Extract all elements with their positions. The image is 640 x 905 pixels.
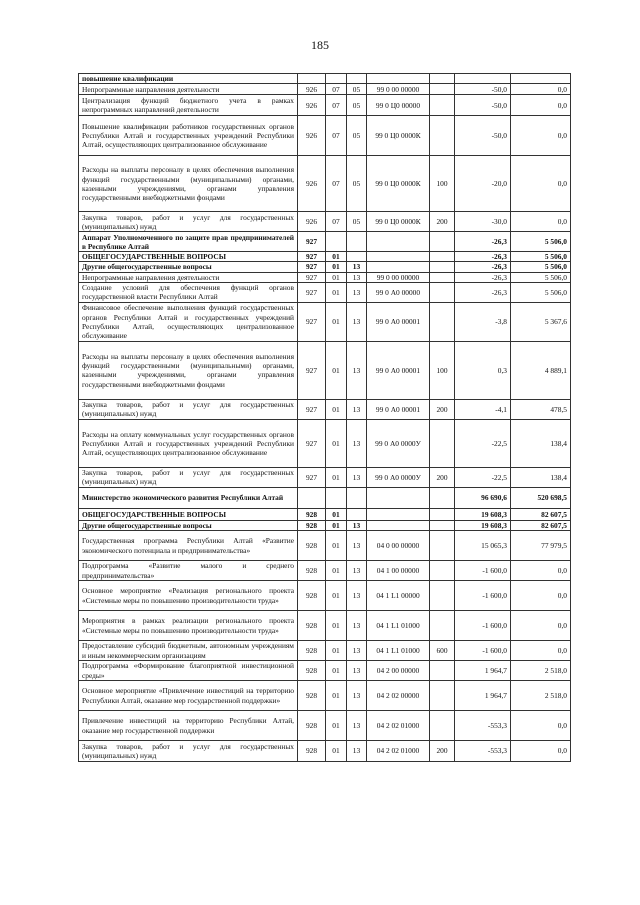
target-article-code: 99 0 А0 00001 [367,399,430,419]
expense-type-code [430,581,455,611]
row-name: Повышение квалификации работников государственных органов Республики Алтай и государственных учреждений Республики Алтай, осуществляющих централизованное обслуживание [79,116,298,156]
admin-code: 927 [298,399,326,419]
expense-type-code [430,302,455,341]
admin-code: 927 [298,232,326,252]
table-row [79,399,571,419]
expense-type-code [430,681,455,711]
expense-type-code: 100 [430,341,455,399]
total-amount: 520 698,5 [511,487,571,508]
section-code [326,232,347,252]
subsection-code: 05 [347,212,367,232]
expense-type-code [430,661,455,681]
admin-code: 928 [298,520,326,530]
target-article-code: 99 0 Ц0 0000К [367,156,430,212]
table-row [79,611,571,641]
section-code: 01 [326,508,347,520]
expense-type-code: 200 [430,212,455,232]
total-amount: 5 506,0 [511,252,571,262]
total-amount: 138,4 [511,467,571,487]
expense-type-code [430,531,455,561]
subsection-code: 13 [347,399,367,419]
table-row [79,116,571,156]
section-code: 01 [326,561,347,581]
subsection-code: 13 [347,520,367,530]
admin-code: 927 [298,272,326,282]
section-code: 01 [326,741,347,762]
total-amount: 2 518,0 [511,661,571,681]
table-row [79,341,571,399]
expense-type-code [430,84,455,95]
table-row [79,581,571,611]
row-name: Создание условий для обеспечения функций органов государственной власти Республики Алтай [79,282,298,302]
subsection-code [347,252,367,262]
admin-code [298,74,326,84]
change-amount: 19 608,3 [455,508,511,520]
admin-code: 927 [298,262,326,272]
target-article-code: 04 2 02 01000 [367,711,430,741]
row-name: Закупка товаров, работ и услуг для государственных (муниципальных) нужд [79,467,298,487]
subsection-code: 13 [347,681,367,711]
row-name: Основное мероприятие «Реализация регионального проекта «Системные меры по повышению производительности труда» [79,581,298,611]
change-amount: -30,0 [455,212,511,232]
change-amount: -26,3 [455,282,511,302]
row-name: Привлечение инвестиций на территорию Республики Алтай, оказание мер государственной поддержки [79,711,298,741]
subsection-code: 13 [347,611,367,641]
target-article-code [367,520,430,530]
admin-code: 926 [298,84,326,95]
section-code: 07 [326,84,347,95]
section-code: 01 [326,282,347,302]
change-amount: -1 600,0 [455,611,511,641]
admin-code: 928 [298,581,326,611]
expense-type-code [430,561,455,581]
section-code: 07 [326,212,347,232]
expense-type-code [430,232,455,252]
section-code: 01 [326,641,347,661]
change-amount: -26,3 [455,272,511,282]
total-amount: 77 979,5 [511,531,571,561]
subsection-code: 13 [347,341,367,399]
target-article-code: 04 1 L1 01000 [367,641,430,661]
table-row [79,561,571,581]
change-amount: 96 690,6 [455,487,511,508]
admin-code: 927 [298,282,326,302]
table-row [79,212,571,232]
admin-code: 928 [298,561,326,581]
row-name: ОБЩЕГОСУДАРСТВЕННЫЕ ВОПРОСЫ [79,252,298,262]
change-amount: -4,1 [455,399,511,419]
admin-code: 928 [298,611,326,641]
target-article-code [367,487,430,508]
row-name: Министерство экономического развития Республики Алтай [79,487,298,508]
section-code: 01 [326,302,347,341]
change-amount: -26,3 [455,252,511,262]
table-row [79,467,571,487]
row-name: Предоставление субсидий бюджетным, автономным учреждениям и иным некоммерческим организациям [79,641,298,661]
change-amount: -26,3 [455,232,511,252]
change-amount: 0,3 [455,341,511,399]
admin-code: 928 [298,681,326,711]
expense-type-code [430,487,455,508]
subsection-code [347,508,367,520]
change-amount: -3,8 [455,302,511,341]
admin-code: 927 [298,252,326,262]
admin-code: 927 [298,302,326,341]
expense-type-code [430,272,455,282]
subsection-code: 13 [347,531,367,561]
change-amount: -20,0 [455,156,511,212]
target-article-code: 04 0 00 00000 [367,531,430,561]
subsection-code [347,232,367,252]
table-row [79,661,571,681]
row-name: ОБЩЕГОСУДАРСТВЕННЫЕ ВОПРОСЫ [79,508,298,520]
table-row [79,156,571,212]
target-article-code: 04 1 00 00000 [367,561,430,581]
row-name: Расходы на выплаты персоналу в целях обеспечения выполнения функций государственными (муниципальными) органами, казенными учреждениями, органами управления государственными внебюджетными фондами [79,341,298,399]
admin-code: 926 [298,156,326,212]
target-article-code [367,252,430,262]
total-amount: 138,4 [511,419,571,467]
change-amount: -26,3 [455,262,511,272]
expense-type-code: 200 [430,467,455,487]
row-name: Другие общегосударственные вопросы [79,262,298,272]
target-article-code: 04 2 02 00000 [367,681,430,711]
admin-code: 926 [298,95,326,116]
table-row [79,232,571,252]
target-article-code: 99 0 А0 00001 [367,341,430,399]
subsection-code: 13 [347,467,367,487]
admin-code: 927 [298,341,326,399]
expense-type-code: 100 [430,156,455,212]
table-row [79,262,571,272]
subsection-code: 13 [347,272,367,282]
expense-type-code: 200 [430,399,455,419]
expense-type-code [430,74,455,84]
subsection-code: 13 [347,561,367,581]
subsection-code: 13 [347,302,367,341]
total-amount: 478,5 [511,399,571,419]
target-article-code: 99 0 00 00000 [367,84,430,95]
target-article-code [367,262,430,272]
target-article-code: 04 2 02 01000 [367,741,430,762]
target-article-code: 99 0 А0 0000У [367,419,430,467]
section-code: 01 [326,611,347,641]
row-name: Государственная программа Республики Алтай «Развитие экономического потенциала и предпринимательства» [79,531,298,561]
expense-type-code [430,282,455,302]
table-row [79,641,571,661]
section-code: 01 [326,711,347,741]
subsection-code: 13 [347,641,367,661]
total-amount: 5 506,0 [511,262,571,272]
total-amount: 5 367,6 [511,302,571,341]
table-row [79,74,571,84]
target-article-code [367,508,430,520]
row-name: Централизация функций бюджетного учета в рамках непрограммных направлений деятельности [79,95,298,116]
subsection-code [347,74,367,84]
target-article-code [367,232,430,252]
section-code: 01 [326,252,347,262]
change-amount: 19 608,3 [455,520,511,530]
expense-type-code [430,252,455,262]
target-article-code [367,74,430,84]
total-amount: 2 518,0 [511,681,571,711]
section-code: 01 [326,681,347,711]
change-amount: -553,3 [455,711,511,741]
total-amount: 82 607,5 [511,520,571,530]
row-name: Непрограммные направления деятельности [79,84,298,95]
subsection-code: 13 [347,282,367,302]
target-article-code: 99 0 А0 0000У [367,467,430,487]
table-row [79,681,571,711]
expense-type-code: 600 [430,641,455,661]
row-name: Расходы на выплаты персоналу в целях обеспечения выполнения функций государственными (муниципальными) органами, казенными учреждениями, органами управления государственными внебюджетными фондами [79,156,298,212]
table-row [79,282,571,302]
target-article-code: 99 0 00 00000 [367,272,430,282]
table-row [79,302,571,341]
subsection-code [347,487,367,508]
row-name: повышение квалификации [79,74,298,84]
section-code: 01 [326,341,347,399]
total-amount: 5 506,0 [511,272,571,282]
total-amount: 0,0 [511,711,571,741]
section-code: 01 [326,531,347,561]
row-name: Основное мероприятие «Привлечение инвестиций на территорию Республики Алтай, оказание мер государственной поддержки» [79,681,298,711]
total-amount: 0,0 [511,84,571,95]
admin-code: 928 [298,508,326,520]
change-amount [455,74,511,84]
section-code: 01 [326,661,347,681]
section-code: 07 [326,156,347,212]
table-row [79,520,571,530]
admin-code: 927 [298,467,326,487]
expense-type-code [430,116,455,156]
expense-type-code [430,419,455,467]
section-code: 07 [326,116,347,156]
change-amount: -50,0 [455,95,511,116]
admin-code: 928 [298,531,326,561]
change-amount: 15 065,3 [455,531,511,561]
table-row [79,508,571,520]
row-name: Аппарат Уполномоченного по защите прав предпринимателей в Республике Алтай [79,232,298,252]
subsection-code: 05 [347,116,367,156]
row-name: Закупка товаров, работ и услуг для государственных (муниципальных) нужд [79,212,298,232]
expense-type-code [430,611,455,641]
subsection-code: 13 [347,741,367,762]
change-amount: -1 600,0 [455,561,511,581]
target-article-code: 99 0 А0 00001 [367,302,430,341]
change-amount: 1 964,7 [455,681,511,711]
subsection-code: 13 [347,661,367,681]
table-row [79,531,571,561]
table-row [79,711,571,741]
subsection-code: 05 [347,95,367,116]
expense-type-code [430,711,455,741]
change-amount: 1 964,7 [455,661,511,681]
budget-table [78,73,571,762]
table-row [79,252,571,262]
total-amount: 0,0 [511,611,571,641]
expense-type-code [430,520,455,530]
total-amount: 0,0 [511,581,571,611]
table-row [79,272,571,282]
admin-code: 928 [298,641,326,661]
change-amount: -22,5 [455,467,511,487]
expense-type-code [430,262,455,272]
table-row [79,95,571,116]
admin-code: 926 [298,116,326,156]
row-name: Финансовое обеспечение выполнения функций государственных органов Республики Алтай и государственных учреждений Республики Алтай, осуществляющих централизованное обслуживание [79,302,298,341]
total-amount: 0,0 [511,95,571,116]
admin-code: 928 [298,661,326,681]
total-amount: 0,0 [511,116,571,156]
row-name: Подпрограмма «Развитие малого и среднего предпринимательства» [79,561,298,581]
row-name: Непрограммные направления деятельности [79,272,298,282]
section-code [326,74,347,84]
total-amount: 82 607,5 [511,508,571,520]
subsection-code: 05 [347,156,367,212]
expense-type-code: 200 [430,741,455,762]
row-name: Закупка товаров, работ и услуг для государственных (муниципальных) нужд [79,399,298,419]
subsection-code: 13 [347,419,367,467]
expense-type-code [430,508,455,520]
section-code [326,487,347,508]
row-name: Другие общегосударственные вопросы [79,520,298,530]
change-amount: -1 600,0 [455,581,511,611]
row-name: Расходы на оплату коммунальных услуг государственных органов Республики Алтай и государственных учреждений Республики Алтай, осуществляющих централизованное обслуживание [79,419,298,467]
target-article-code: 99 0 Ц0 0000К [367,212,430,232]
row-name: Мероприятия в рамках реализации регионального проекта «Системные меры по повышению производительности труда» [79,611,298,641]
admin-code: 926 [298,212,326,232]
table-row [79,741,571,762]
total-amount: 0,0 [511,741,571,762]
table-row [79,419,571,467]
target-article-code: 04 1 L1 00000 [367,581,430,611]
subsection-code: 13 [347,262,367,272]
subsection-code: 13 [347,711,367,741]
section-code: 01 [326,262,347,272]
target-article-code: 04 2 00 00000 [367,661,430,681]
total-amount: 5 506,0 [511,232,571,252]
subsection-code: 13 [347,581,367,611]
admin-code: 928 [298,741,326,762]
change-amount: -553,3 [455,741,511,762]
expense-type-code [430,95,455,116]
change-amount: -50,0 [455,84,511,95]
section-code: 07 [326,95,347,116]
total-amount: 4 889,1 [511,341,571,399]
section-code: 01 [326,399,347,419]
admin-code: 928 [298,711,326,741]
total-amount: 0,0 [511,641,571,661]
page-number: 185 [311,38,329,52]
target-article-code: 99 0 А0 00000 [367,282,430,302]
target-article-code: 99 0 Ц0 00000 [367,95,430,116]
total-amount [511,74,571,84]
table-row [79,487,571,508]
target-article-code: 04 1 L1 01000 [367,611,430,641]
change-amount: -22,5 [455,419,511,467]
table-row [79,84,571,95]
total-amount: 0,0 [511,561,571,581]
change-amount: -1 600,0 [455,641,511,661]
admin-code [298,487,326,508]
total-amount: 5 506,0 [511,282,571,302]
row-name: Подпрограмма «Формирование благоприятной инвестиционной среды» [79,661,298,681]
total-amount: 0,0 [511,156,571,212]
total-amount: 0,0 [511,212,571,232]
change-amount: -50,0 [455,116,511,156]
row-name: Закупка товаров, работ и услуг для государственных (муниципальных) нужд [79,741,298,762]
admin-code: 927 [298,419,326,467]
target-article-code: 99 0 Ц0 0000К [367,116,430,156]
section-code: 01 [326,419,347,467]
subsection-code: 05 [347,84,367,95]
section-code: 01 [326,467,347,487]
section-code: 01 [326,520,347,530]
section-code: 01 [326,272,347,282]
section-code: 01 [326,581,347,611]
